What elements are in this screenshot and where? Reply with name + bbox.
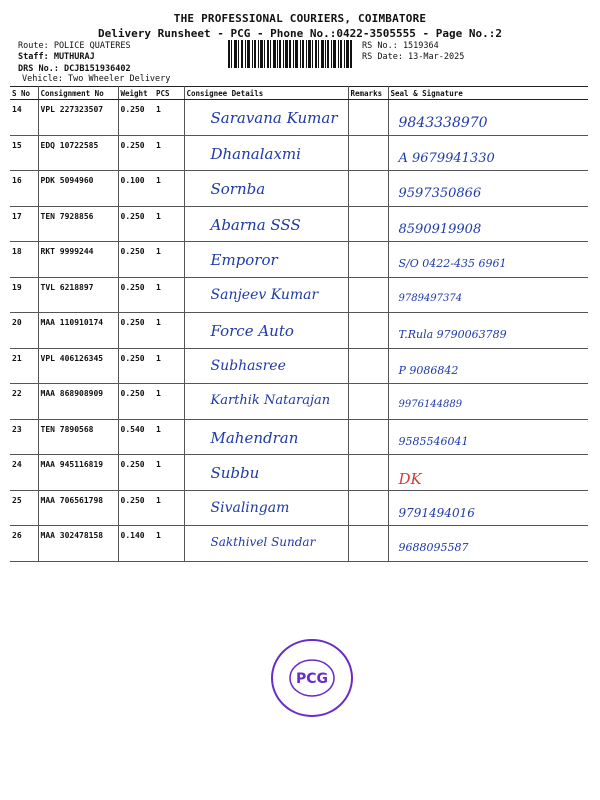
row-signature xyxy=(388,455,588,491)
vehicle-label: Vehicle: Two Wheeler Delivery xyxy=(22,74,171,84)
consignee-handwriting: Mahendran xyxy=(210,428,299,447)
row-pcs: 1 xyxy=(154,277,184,313)
row-consignee xyxy=(184,455,348,491)
row-remarks xyxy=(348,277,388,313)
row-weight: 0.250 xyxy=(120,495,145,505)
row-weight: 0.250 xyxy=(120,389,145,398)
row-consignee xyxy=(184,135,348,171)
row-consignee xyxy=(184,313,348,349)
row-weight: 0.250 xyxy=(120,247,145,256)
row-consignment: PDK 5094960 xyxy=(38,171,118,207)
table-row xyxy=(10,384,588,420)
staff-label: Staff: MUTHURAJ xyxy=(18,52,95,62)
row-pcs: 1 xyxy=(154,526,184,562)
table-row xyxy=(10,206,588,242)
consignee-handwriting: Sanjeev Kumar xyxy=(210,286,319,303)
row-remarks xyxy=(348,100,388,136)
row-weight: 0.540 xyxy=(120,424,145,434)
row-pcs: 1 xyxy=(154,455,184,491)
table-row xyxy=(10,313,588,349)
consignee-handwriting: Sornba xyxy=(210,180,266,198)
table-row xyxy=(10,490,588,526)
row-sno: 22 xyxy=(10,384,38,420)
row-consignee xyxy=(184,526,348,562)
row-consignment: TVL 6218897 xyxy=(38,277,118,313)
signature-handwriting: S/O 0422-435 6961 xyxy=(398,257,507,270)
col-weight: Weight xyxy=(118,87,154,100)
row-pcs: 1 xyxy=(154,135,184,171)
signature-handwriting: P 9086842 xyxy=(398,363,459,377)
row-signature xyxy=(388,242,588,278)
row-signature xyxy=(388,206,588,242)
stamp-text: PCG xyxy=(295,671,329,687)
row-remarks xyxy=(348,242,388,278)
table-row xyxy=(10,455,588,491)
route-label: Route: POLICE QUATERES xyxy=(18,41,131,51)
table-body xyxy=(10,100,588,562)
signature-handwriting: DK xyxy=(398,470,422,488)
signature-handwriting: 9976144889 xyxy=(398,399,463,410)
row-consignee xyxy=(184,277,348,313)
pcg-stamp xyxy=(268,636,356,720)
row-pcs: 1 xyxy=(154,100,184,136)
row-remarks xyxy=(348,313,388,349)
row-remarks xyxy=(348,171,388,207)
col-pcs: PCS xyxy=(154,87,184,100)
consignee-handwriting: Subbu xyxy=(210,464,260,482)
consignee-handwriting: Sakthivel Sundar xyxy=(210,535,316,549)
consignee-handwriting: Dhanalaxmi xyxy=(210,144,301,163)
consignee-handwriting: Abarna SSS xyxy=(210,215,301,234)
runsheet-table xyxy=(10,86,588,562)
table-row xyxy=(10,171,588,207)
row-sno: 16 xyxy=(10,171,38,207)
row-consignment: TEN 7928856 xyxy=(38,206,118,242)
row-pcs: 1 xyxy=(154,490,184,526)
signature-handwriting: T.Rula 9790063789 xyxy=(398,328,507,341)
signature-handwriting: 9597350866 xyxy=(398,186,482,201)
signature-handwriting: 9843338970 xyxy=(398,115,488,131)
row-consignee xyxy=(184,206,348,242)
signature-handwriting: 9585546041 xyxy=(398,434,469,448)
col-seal: Seal & Signature xyxy=(388,87,588,100)
row-signature xyxy=(388,135,588,171)
row-sno: 15 xyxy=(10,135,38,171)
consignee-handwriting: Emporor xyxy=(210,251,278,269)
table-row xyxy=(10,419,588,455)
row-consignment: VPL 406126345 xyxy=(38,348,118,384)
row-weight: 0.250 xyxy=(120,460,145,469)
row-consignment: MAA 945116819 xyxy=(38,455,118,491)
row-remarks xyxy=(348,455,388,491)
row-remarks xyxy=(348,419,388,455)
row-signature xyxy=(388,526,588,562)
consignee-handwriting: Subhasree xyxy=(210,357,286,374)
col-sno: S No xyxy=(10,87,38,100)
row-sno: 20 xyxy=(10,313,38,349)
row-consignment: MAA 110910174 xyxy=(38,313,118,349)
row-consignee xyxy=(184,242,348,278)
row-consignment: TEN 7890568 xyxy=(38,419,118,455)
row-sno: 23 xyxy=(10,419,38,455)
col-consignment: Consignment No xyxy=(38,87,118,100)
consignee-handwriting: Sivalingam xyxy=(210,499,290,516)
row-pcs: 1 xyxy=(154,313,184,349)
row-signature xyxy=(388,171,588,207)
row-pcs: 1 xyxy=(154,348,184,384)
row-sno: 21 xyxy=(10,348,38,384)
row-remarks xyxy=(348,348,388,384)
table-row xyxy=(10,135,588,171)
row-pcs: 1 xyxy=(154,419,184,455)
row-consignment: MAA 706561798 xyxy=(38,490,118,526)
consignee-handwriting: Karthik Natarajan xyxy=(210,393,331,408)
row-pcs: 1 xyxy=(154,206,184,242)
row-sno: 18 xyxy=(10,242,38,278)
table-header-row xyxy=(10,87,588,100)
row-weight: 0.250 xyxy=(120,282,145,292)
drs-label: DRS No.: DCJB151936402 xyxy=(18,64,131,74)
row-pcs: 1 xyxy=(154,171,184,207)
row-weight: 0.250 xyxy=(120,105,145,114)
row-weight: 0.250 xyxy=(120,318,145,327)
signature-handwriting: A 9679941330 xyxy=(398,150,495,166)
row-sno: 26 xyxy=(10,526,38,562)
row-signature xyxy=(388,419,588,455)
table-row xyxy=(10,277,588,313)
signature-handwriting: 9791494016 xyxy=(398,505,475,520)
col-consignee: Consignee Details xyxy=(184,87,348,100)
row-signature xyxy=(388,348,588,384)
signature-handwriting: 8590919908 xyxy=(398,221,482,237)
row-remarks xyxy=(348,206,388,242)
row-weight: 0.140 xyxy=(120,531,145,540)
row-consignee xyxy=(184,490,348,526)
table-row xyxy=(10,526,588,562)
table-row xyxy=(10,348,588,384)
row-signature xyxy=(388,277,588,313)
runsheet-subtitle: Delivery Runsheet - PCG - Phone No.:0422-3505555 - Page No.:2 xyxy=(98,27,502,40)
row-weight: 0.250 xyxy=(120,140,145,150)
row-sno: 19 xyxy=(10,277,38,313)
row-consignment: MAA 302478158 xyxy=(38,526,118,562)
row-pcs: 1 xyxy=(154,384,184,420)
row-consignment: RKT 9999244 xyxy=(38,242,118,278)
signature-handwriting: 9688095587 xyxy=(398,541,469,554)
company-title: THE PROFESSIONAL COURIERS, COIMBATORE xyxy=(173,12,427,25)
barcode-icon xyxy=(228,40,352,68)
row-consignee xyxy=(184,171,348,207)
row-sno: 24 xyxy=(10,455,38,491)
table-row xyxy=(10,100,588,136)
row-signature xyxy=(388,313,588,349)
row-consignee xyxy=(184,419,348,455)
row-consignment: MAA 868908909 xyxy=(38,384,118,420)
row-consignee xyxy=(184,348,348,384)
row-signature xyxy=(388,384,588,420)
row-consignment: VPL 227323507 xyxy=(38,100,118,136)
row-remarks xyxy=(348,490,388,526)
row-remarks xyxy=(348,526,388,562)
row-remarks xyxy=(348,384,388,420)
row-signature xyxy=(388,100,588,136)
row-consignee xyxy=(184,100,348,136)
signature-handwriting: 9789497374 xyxy=(398,292,463,304)
row-sno: 17 xyxy=(10,206,38,242)
col-remarks: Remarks xyxy=(348,87,388,100)
consignee-handwriting: Saravana Kumar xyxy=(210,109,338,127)
row-remarks xyxy=(348,135,388,171)
row-pcs: 1 xyxy=(154,242,184,278)
row-weight: 0.250 xyxy=(120,353,145,363)
row-consignment: EDQ 10722585 xyxy=(38,135,118,171)
row-weight: 0.100 xyxy=(120,176,145,185)
rs-number: RS No.: 1519364 xyxy=(362,41,439,51)
row-signature xyxy=(388,490,588,526)
row-weight: 0.250 xyxy=(120,211,145,221)
consignee-handwriting: Force Auto xyxy=(210,322,294,340)
row-sno: 14 xyxy=(10,100,38,136)
row-sno: 25 xyxy=(10,490,38,526)
table-row xyxy=(10,242,588,278)
row-consignee xyxy=(184,384,348,420)
rs-date: RS Date: 13-Mar-2025 xyxy=(362,52,465,62)
